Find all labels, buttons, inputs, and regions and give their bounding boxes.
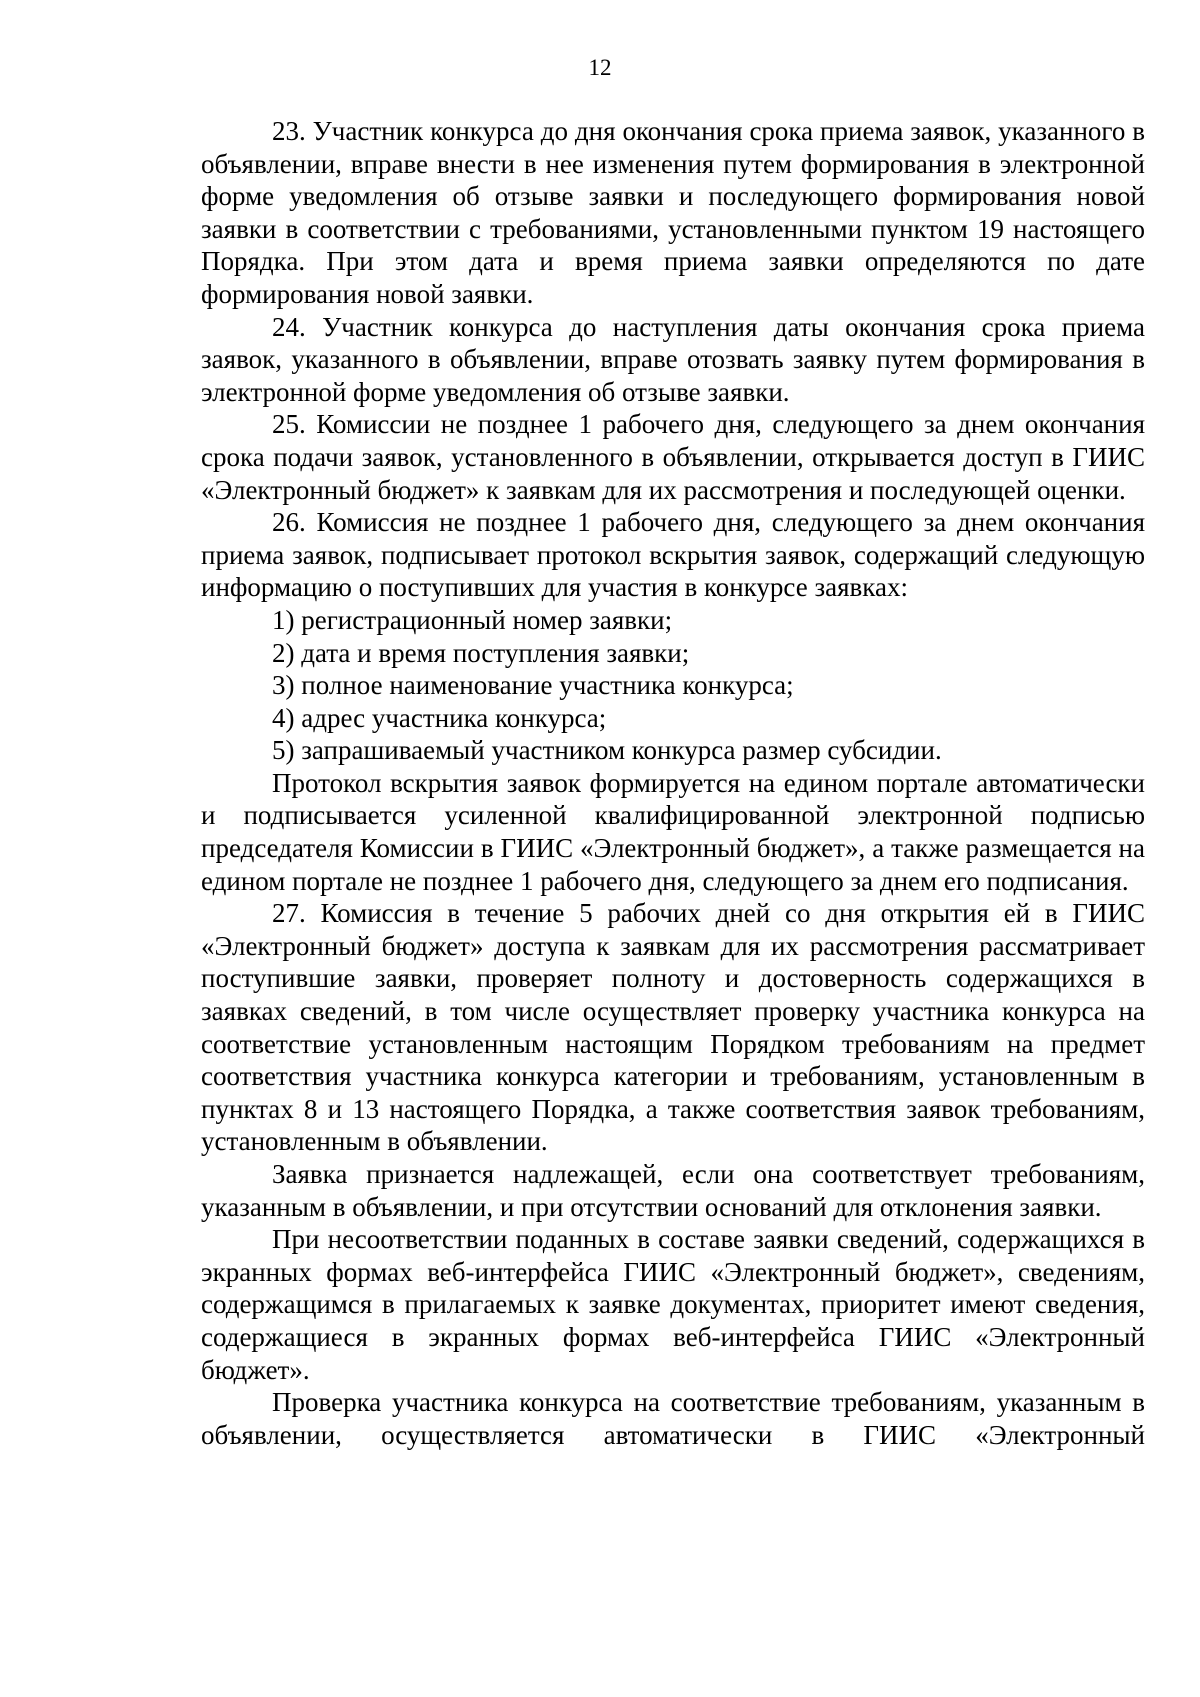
paragraph-23: 23. Участник конкурса до дня окончания срока приема заявок, указанного в объявлении, вправе внести в нее изменения путем формирования в электронной форме уведомления об отзыве заявки и последующего формирования новой заявки в соответствии с требованиями, установленными пунктом 19 настоящего Порядка. При этом дата и время приема заявки определяются по дате формирования новой заявки. — [201, 116, 1145, 309]
paragraph-27: 27. Комиссия в течение 5 рабочих дней со дня открытия ей в ГИИС «Электронный бюджет» доступа к заявкам для их рассмотрения рассматривает поступившие заявки, проверяет полноту и достоверность содержащихся в заявках сведений, в том числе осуществляет проверку участника конкурса на соответствие установленным настоящим Порядком требованиям на предмет соответствия участника конкурса категории и требованиям, установленным в пунктах 8 и 13 настоящего Порядка, а также соответствия заявок требованиям, установленным в объявлении. — [201, 898, 1145, 1157]
paragraph-25: 25. Комиссии не позднее 1 рабочего дня, следующего за днем окончания срока подачи заявок, установленного в объявлении, открывается доступ в ГИИС «Электронный бюджет» к заявкам для их рассмотрения и последующей оценки. — [201, 409, 1145, 505]
paragraph-protocol: Протокол вскрытия заявок формируется на едином портале автоматически и подписывается усиленной квалифицированной электронной подписью председателя Комиссии в ГИИС «Электронный бюджет», а также размещается на едином портале не позднее 1 рабочего дня, следующего за днем его подписания. — [201, 767, 1145, 896]
list-item-1: 1) регистрационный номер заявки; — [272, 604, 673, 635]
paragraph-discrepancy: При несоответствии поданных в составе заявки сведений, содержащихся в экранных формах веб-интерфейса ГИИС «Электронный бюджет», сведениям, содержащимся в прилагаемых к заявке документах, приоритет имеют сведения, содержащиеся в экранных формах веб-интерфейса ГИИС «Электронный бюджет». — [201, 1224, 1145, 1385]
list-item-2: 2) дата и время поступления заявки; — [272, 637, 690, 668]
page-number: 12 — [588, 55, 612, 80]
paragraph-verification: Проверка участника конкурса на соответствие требованиям, указанным в объявлении, осуществляется автоматически в ГИИС «Электронный — [201, 1387, 1145, 1450]
list-item-3: 3) полное наименование участника конкурса; — [272, 670, 794, 701]
list-item-5: 5) запрашиваемый участником конкурса размер субсидии. — [272, 735, 942, 766]
document-body — [201, 115, 1145, 1451]
paragraph-24: 24. Участник конкурса до наступления даты окончания срока приема заявок, указанного в объявлении, вправе отозвать заявку путем формирования в электронной форме уведомления об отзыве заявки. — [201, 311, 1145, 407]
paragraph-26: 26. Комиссия не позднее 1 рабочего дня, следующего за днем окончания приема заявок, подписывает протокол вскрытия заявок, содержащий следующую информацию о поступивших для участия в конкурсе заявках: — [201, 507, 1145, 603]
list-item-4: 4) адрес участника конкурса; — [272, 702, 607, 733]
paragraph-proper-application: Заявка признается надлежащей, если она соответствует требованиям, указанным в объявлении, и при отсутствии оснований для отклонения заявки. — [201, 1159, 1145, 1222]
